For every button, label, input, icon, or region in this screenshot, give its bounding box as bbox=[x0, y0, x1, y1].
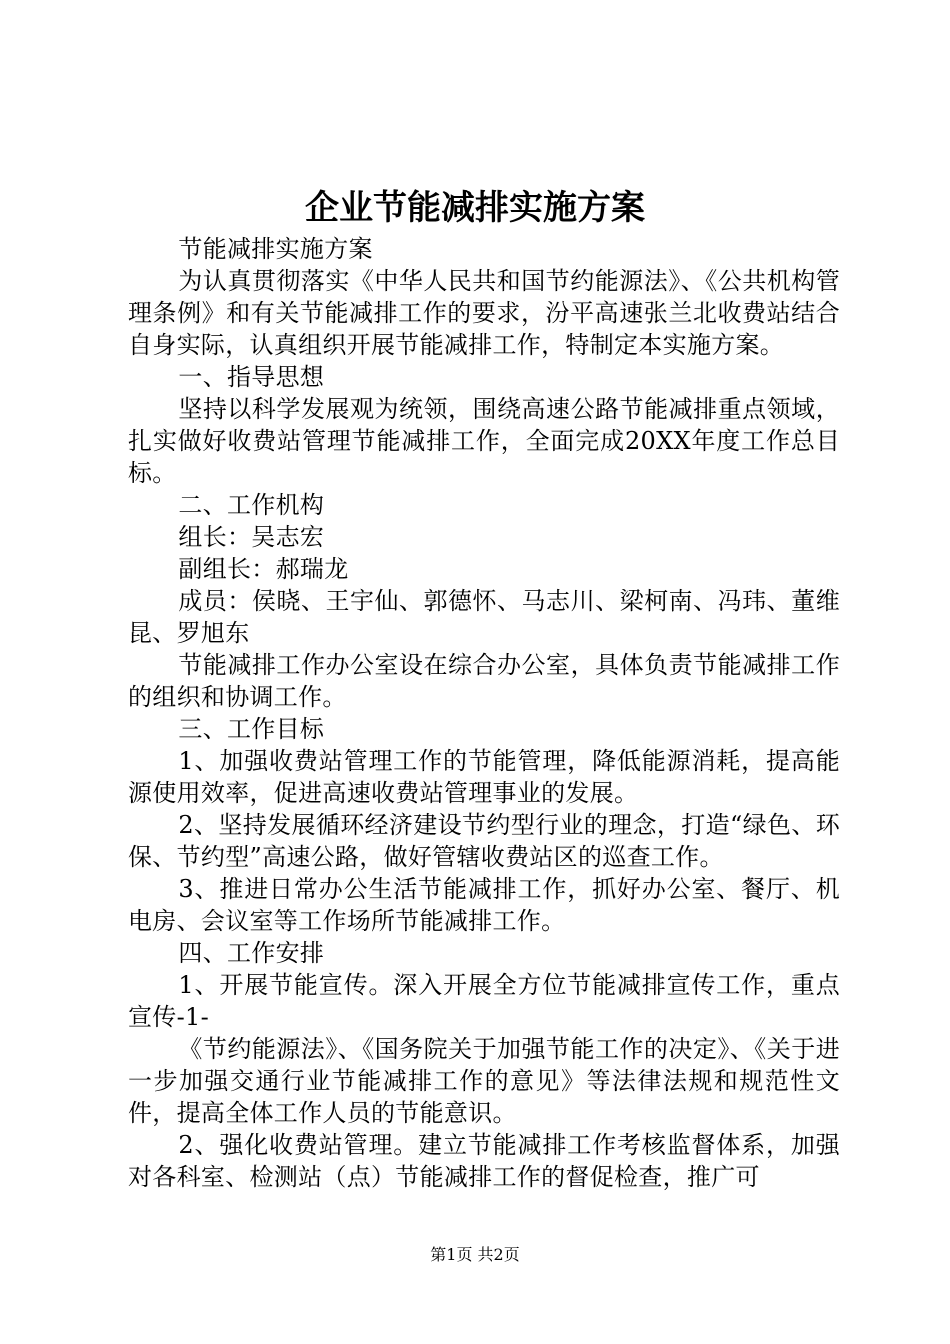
section-heading-goals: 三、工作目标 bbox=[178, 715, 325, 743]
document-title: 企业节能减排实施方案 bbox=[305, 188, 645, 228]
section-heading-guiding-thought: 一、指导思想 bbox=[178, 363, 325, 391]
paragraph-goal-3: 3、推进日常办公生活节能减排工作，抓好办公室、餐厅、机电房、会议室等工作场所节能减排工作。 bbox=[128, 875, 840, 935]
paragraph-deputy-leader: 副组长：郝瑞龙 bbox=[178, 555, 349, 583]
paragraph-office: 节能减排工作办公室设在综合办公室，具体负责节能减排工作的组织和协调工作。 bbox=[128, 651, 840, 711]
paragraph-goal-2: 2、坚持发展循环经济建设节约型行业的理念，打造“绿色、环保、节约型”高速公路，做好管辖收费站区的巡查工作。 bbox=[128, 811, 840, 871]
paragraph-arrangement-1: 1、开展节能宣传。深入开展全方位节能减排宣传工作，重点宣传-1- bbox=[128, 971, 840, 1031]
paragraph-intro: 为认真贯彻落实《中华人民共和国节约能源法》、《公共机构管理条例》和有关节能减排工作的要求，汾平高速张兰北收费站结合自身实际，认真组织开展节能减排工作，特制定本实施方案。 bbox=[128, 267, 840, 359]
paragraph-leader: 组长：吴志宏 bbox=[178, 523, 325, 551]
page-footer: 第1页 共2页 bbox=[430, 1245, 520, 1264]
paragraph-arrangement-2: 2、强化收费站管理。建立节能减排工作考核监督体系，加强对各科室、检测站（点）节能减排工作的督促检查，推广可 bbox=[128, 1131, 840, 1191]
section-heading-arrangement: 四、工作安排 bbox=[178, 939, 325, 967]
paragraph-subtitle: 节能减排实施方案 bbox=[178, 235, 373, 263]
paragraph-arrangement-1-cont: 《节约能源法》、《国务院关于加强节能工作的决定》、《关于进一步加强交通行业节能减排工作的意见》等法律法规和规范性文件，提高全体工作人员的节能意识。 bbox=[128, 1035, 840, 1127]
section-heading-organization: 二、工作机构 bbox=[178, 491, 325, 519]
paragraph-guiding-thought: 坚持以科学发展观为统领，围绕高速公路节能减排重点领域，扎实做好收费站管理节能减排工作，全面完成20XX年度工作总目标。 bbox=[128, 395, 840, 487]
paragraph-goal-1: 1、加强收费站管理工作的节能管理，降低能源消耗，提高能源使用效率，促进高速收费站管理事业的发展。 bbox=[128, 747, 840, 807]
document-body bbox=[128, 233, 840, 1193]
paragraph-members: 成员：侯晓、王宇仙、郭德怀、马志川、梁柯南、冯玮、董维昆、罗旭东 bbox=[128, 587, 840, 647]
